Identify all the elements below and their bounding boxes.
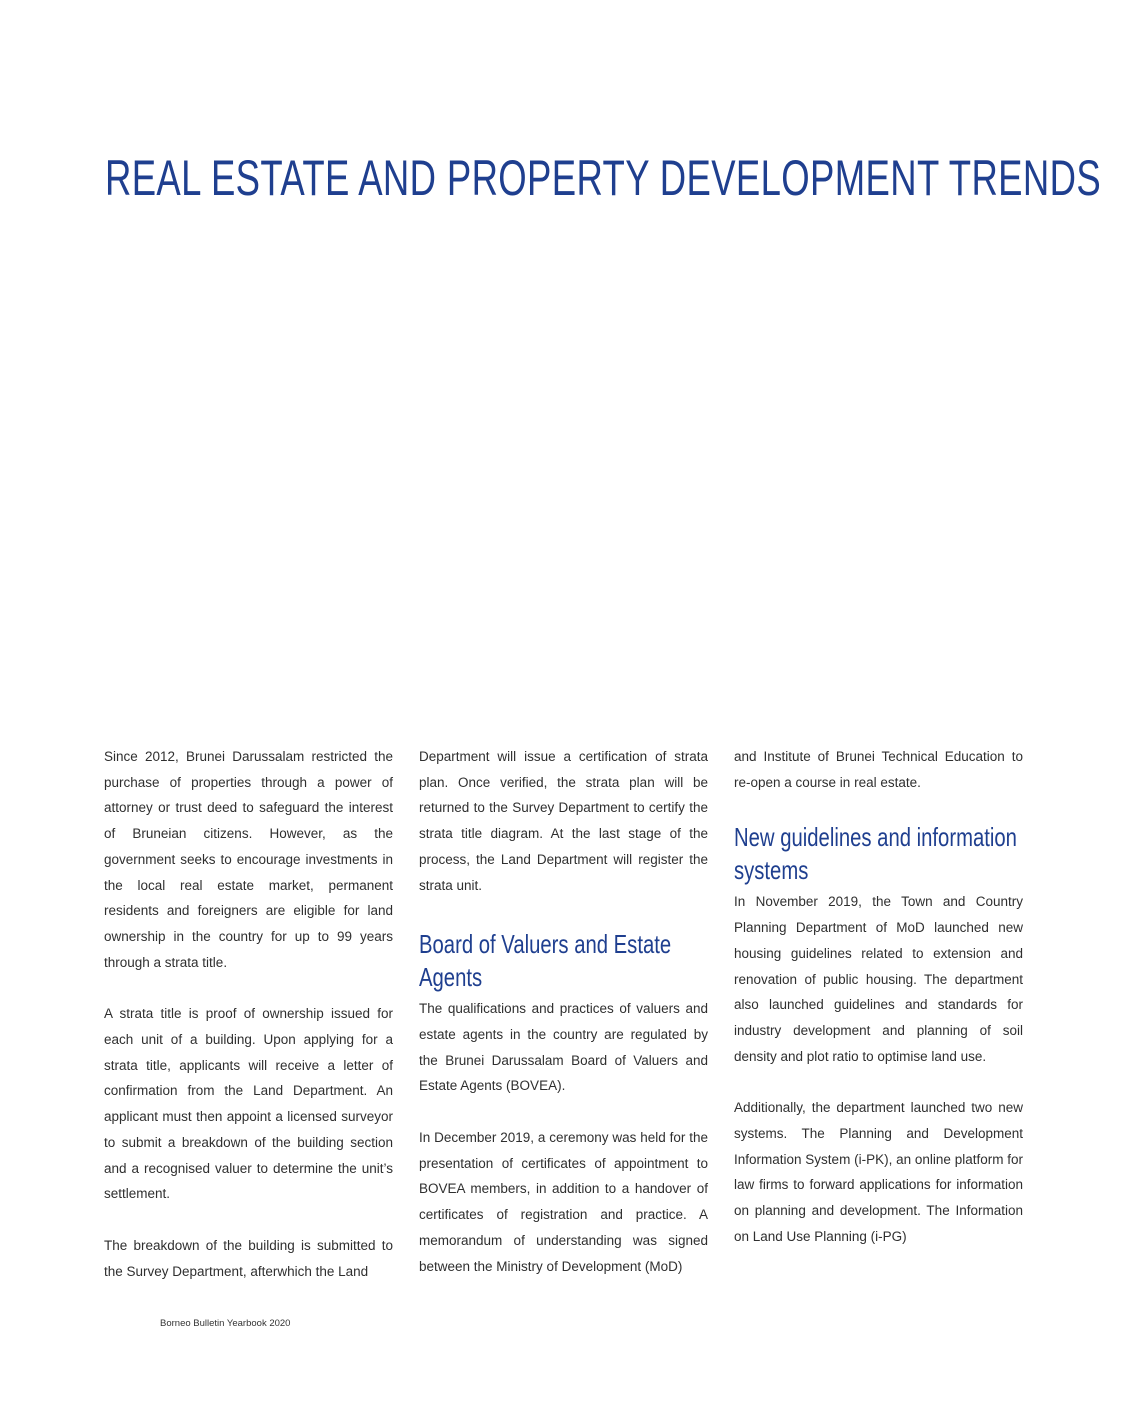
paragraph: The qualifications and practices of valuers and estate agents in the country are regulated by the Brunei Darussalam Board of Valuers and Estate Agents (BOVEA). bbox=[419, 1001, 708, 1094]
paragraph: Department will issue a certification of strata plan. Once verified, the strata plan will be returned to the Survey Department to certify the strata title diagram. At the last stage of the process, the Land Department will register the strata unit. bbox=[419, 749, 708, 893]
section-heading-guidelines: New guidelines and information systems bbox=[734, 822, 1017, 886]
paragraph: In December 2019, a ceremony was held for the presentation of certificates of appointment to BOVEA members, in addition to a handover of certificates of registration and practice. A memorandum of understanding was signed between the Ministry of Development (MoD) bbox=[419, 1130, 708, 1274]
paragraph: In November 2019, the Town and Country Planning Department of MoD launched new housing guidelines related to extension and renovation of public housing. The department also launched guidelines and standards for industry development and planning of soil density and plot ratio to optimise land use. bbox=[734, 894, 1023, 1064]
page-footer: Borneo Bulletin Yearbook 2020 bbox=[160, 1318, 291, 1329]
text-column-2 bbox=[419, 744, 708, 1305]
section-heading-bovea: Board of Valuers and Estate Agents bbox=[419, 929, 672, 993]
paragraph: Additionally, the department launched two new systems. The Planning and Development Information System (i-PK), an online platform for law firms to forward applications for information on planning and development. The Information on Land Use Planning (i-PG) bbox=[734, 1100, 1023, 1244]
text-column-3 bbox=[734, 744, 1023, 1276]
text-column-1 bbox=[104, 744, 393, 1310]
paragraph: The breakdown of the building is submitted to the Survey Department, afterwhich the Land bbox=[104, 1237, 393, 1279]
paragraph: and Institute of Brunei Technical Education to re-open a course in real estate. bbox=[734, 749, 1023, 790]
paragraph: A strata title is proof of ownership issued for each unit of a building. Upon applying for a strata title, applicants will receive a letter of confirmation from the Land Department. An applicant must then appoint a licensed surveyor to submit a breakdown of the building section and a recognised valuer to determine the unit’s settlement. bbox=[104, 1006, 393, 1202]
paragraph: Since 2012, Brunei Darussalam restricted the purchase of properties through a power of attorney or trust deed to safeguard the interest of Bruneian citizens. However, as the government seeks to encourage investments in the local real estate market, permanent residents and foreigners are eligible for land ownership in the country for up to 99 years through a strata title. bbox=[104, 749, 393, 970]
page-title: REAL ESTATE AND PROPERTY DEVELOPMENT TRENDS bbox=[105, 150, 1102, 206]
